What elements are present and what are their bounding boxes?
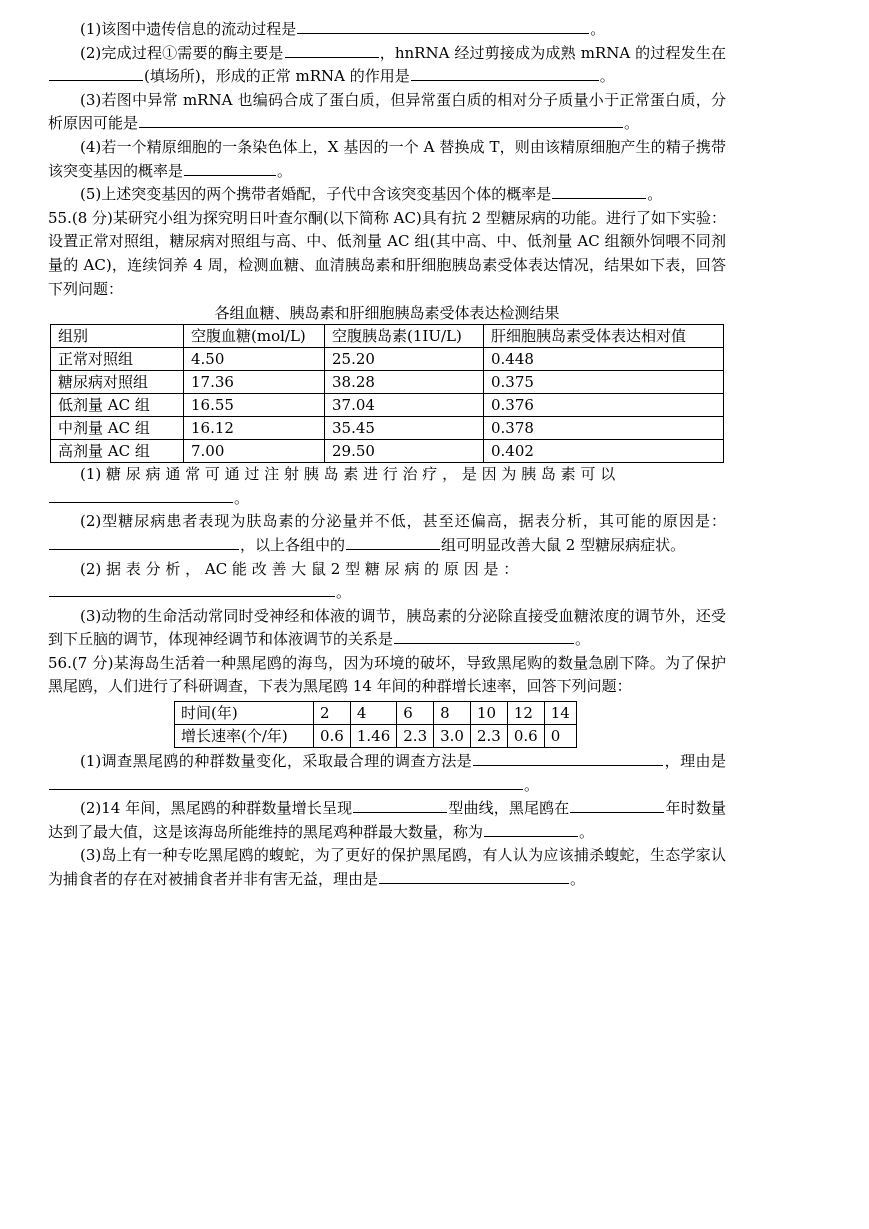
table-cell: 0.375: [484, 371, 724, 394]
table-row: [175, 725, 577, 748]
table-cell: 2.3: [470, 725, 507, 748]
table-cell: 29.50: [325, 440, 484, 463]
header-cell: 空腹胰岛素(1IU/L): [325, 325, 484, 348]
answer-blank[interactable]: [49, 774, 523, 790]
table-cell: 低剂量 AC 组: [51, 394, 184, 417]
q54-part1: (1)该图中遗传信息的流动过程是 。: [80, 20, 606, 38]
table-cell: 8: [434, 702, 471, 725]
q55-part2: (2)型糖尿病患者表现为肤岛素的分泌量并不低，甚至还偏高，据表分析，其可能的原因是：，以上各组中的 组可明显改善大鼠 2 型糖尿病症状。: [48, 510, 726, 557]
q54-part3: (3)若图中异常 mRNA 也编码合成了蛋白质，但异常蛋白质的相对分子质量小于正常蛋白质，分析原因可能是 。: [48, 90, 726, 133]
answer-blank[interactable]: [473, 750, 663, 766]
table-cell: 正常对照组: [51, 348, 184, 371]
table-cell: 16.12: [184, 417, 325, 440]
q55-part4: (3)动物的生命活动常同时受神经和体液的调节，胰岛素的分泌除直接受血糖浓度的调节外，还受到下丘脑的调节，体现神经调节和体液调节的关系是 。: [48, 606, 726, 649]
table-cell: 17.36: [184, 371, 325, 394]
table-cell: 2.3: [397, 725, 434, 748]
results-table: [50, 324, 724, 463]
table-cell: 3.0: [434, 725, 471, 748]
answer-blank[interactable]: [49, 534, 239, 550]
q54-part2: (2)完成过程①需要的酶主要是 ，hnRNA 经过剪接成为成熟 mRNA 的过程发生在(填场所)，形成的正常 mRNA 的作用是 。: [48, 42, 726, 89]
answer-blank[interactable]: [484, 821, 578, 837]
table-cell: 38.28: [325, 371, 484, 394]
table-cell: 16.55: [184, 394, 325, 417]
table-cell: 增长速率(个/年): [175, 725, 314, 748]
table-cell: 0.6: [314, 725, 351, 748]
answer-blank[interactable]: [139, 112, 623, 128]
q56-part1: (1)调查黑尾鸥的种群数量变化，采取最合理的调查方法是 ，理由是。: [48, 750, 726, 797]
table-cell: 0.402: [484, 440, 724, 463]
table-cell: 14: [544, 702, 576, 725]
table-cell: 7.00: [184, 440, 325, 463]
table-row: [51, 440, 724, 463]
table-cell: 10: [470, 702, 507, 725]
table-cell: 4.50: [184, 348, 325, 371]
q55-part1: (1) 糖 尿 病 通 常 可 通 过 注 射 胰 岛 素 进 行 治 疗 ， 是 因 为 胰 岛 素 可 以 。: [48, 463, 726, 510]
table-cell: 0.376: [484, 394, 724, 417]
table-cell: 0: [544, 725, 576, 748]
table-cell: 35.45: [325, 417, 484, 440]
table-row: [51, 394, 724, 417]
answer-blank[interactable]: [379, 868, 569, 884]
table-cell: 0.448: [484, 348, 724, 371]
q54-part5: (5)上述突变基因的两个携带者婚配，子代中含该突变基因个体的概率是 。: [80, 185, 663, 204]
table-cell: 糖尿病对照组: [51, 371, 184, 394]
header-cell: 肝细胞胰岛素受体表达相对值: [484, 325, 724, 348]
q56-part2: (2)14 年间，黑尾鸥的种群数量增长呈现 型曲线，黑尾鸥在 年时数量达到了最大值，这是该海岛所能维持的黑尾鸡种群最大数量，称为 。: [48, 799, 726, 841]
table-cell: 0.6: [507, 725, 544, 748]
answer-blank[interactable]: [285, 42, 379, 58]
table-cell: 12: [507, 702, 544, 725]
q56-intro: 56.(7 分)某海岛生活着一种黑尾鸥的海鸟，因为环境的破坏，导致黑尾购的数量急剧下降。为了保护黑尾鸥，人们进行了科研调查，下表为黑尾鸥 14 年间的种群增长速率，回答下列问题：: [48, 653, 726, 696]
table-caption: 各组血糖、胰岛素和肝细胞胰岛素受体表达检测结果: [214, 304, 560, 323]
table-cell: 时间(年): [175, 702, 314, 725]
answer-blank[interactable]: [411, 65, 599, 81]
answer-blank[interactable]: [570, 797, 664, 813]
q55-intro: 55.(8 分)某研究小组为探究明日叶查尔酮(以下简称 AC)具有抗 2 型糖尿病的功能。进行了如下实验：设置正常对照组，糖尿病对照组与高、中、低剂量 AC 组(其中高、中、低剂量 AC 组额外饲喂不同剂量的 AC)，连续饲养 4 周，检测血糖、血清胰岛素和肝细胞胰岛素受体表达情况，结果如下表，回答下列问题：: [48, 208, 726, 298]
table-cell: 高剂量 AC 组: [51, 440, 184, 463]
table-cell: 6: [397, 702, 434, 725]
growth-rate-table: [174, 701, 577, 748]
table-cell: 4: [350, 702, 396, 725]
answer-blank[interactable]: [394, 628, 574, 644]
table-row: [51, 348, 724, 371]
table-header-row: [51, 325, 724, 348]
answer-blank[interactable]: [353, 797, 447, 813]
table-row: [51, 417, 724, 440]
answer-blank[interactable]: [49, 65, 143, 81]
header-cell: 空腹血糖(mol/L): [184, 325, 325, 348]
table-row: [51, 371, 724, 394]
table-cell: 37.04: [325, 394, 484, 417]
answer-blank[interactable]: [346, 534, 440, 550]
exam-page: [48, 18, 726, 892]
answer-blank[interactable]: [297, 18, 589, 34]
q56-part3: (3)岛上有一种专吃黑尾鸥的蝮蛇，为了更好的保护黑尾鸥，有人认为应该捕杀蝮蛇，生态学家认为捕食者的存在对被捕食者并非有害无益，理由是 。: [48, 846, 726, 889]
q55-part3: (2) 据 表 分 析 ， AC 能 改 善 大 鼠 2 型 糖 尿 病 的 原 因 是 ： 。: [48, 558, 726, 605]
table-cell: 25.20: [325, 348, 484, 371]
table-cell: 中剂量 AC 组: [51, 417, 184, 440]
table-cell: 1.46: [350, 725, 396, 748]
answer-blank[interactable]: [49, 581, 335, 597]
q54-part4: (4)若一个精原细胞的一条染色体上，X 基因的一个 A 替换成 T，则由该精原细胞产生的精子携带该突变基因的概率是 。: [48, 137, 726, 180]
answer-blank[interactable]: [184, 160, 276, 176]
answer-blank[interactable]: [552, 183, 646, 199]
table-cell: 0.378: [484, 417, 724, 440]
table-row: [175, 702, 577, 725]
answer-blank[interactable]: [49, 487, 233, 503]
table-cell: 2: [314, 702, 351, 725]
header-cell: 组别: [51, 325, 184, 348]
